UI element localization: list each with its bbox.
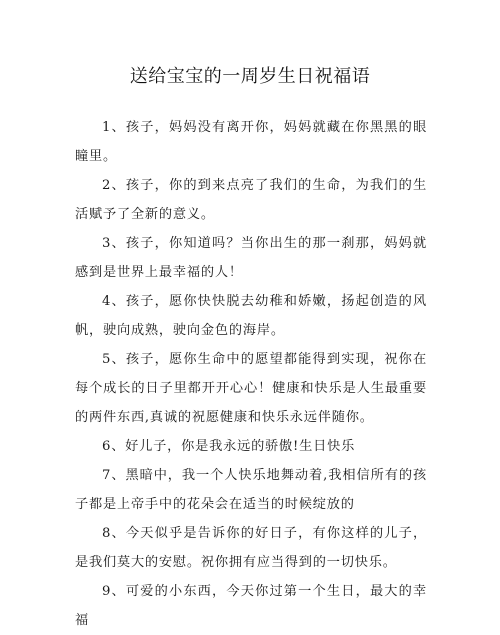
paragraph-9: 9、可爱的小东西，今天你过第一个生日，最大的幸福 (75, 584, 427, 628)
paragraph-6: 6、好儿子，你是我永远的骄傲!生日快乐 (102, 439, 356, 454)
document-title: 送给宝宝的一周岁生日祝福语 (129, 66, 371, 87)
paragraph-4: 4、孩子，愿你快快脱去幼稚和娇嫩，扬起创造的风帆，驶向成熟，驶向金色的海岸。 (75, 294, 427, 338)
paragraph-7: 7、黑暗中，我一个人快乐地舞动着,我相信所有的孩子都是上帝手中的花朵会在适当的时候绽放的 (75, 468, 427, 512)
document-body (75, 113, 427, 635)
paragraph-3: 3、孩子，你知道吗？当你出生的那一刹那，妈妈就感到是世界上最幸福的人！ (75, 236, 427, 280)
paragraph-2: 2、孩子，你的到来点亮了我们的生命，为我们的生活赋予了全新的意义。 (75, 178, 427, 222)
paragraph-8: 8、今天似乎是告诉你的好日子，有你这样的儿子，是我们莫大的安慰。祝你拥有应当得到的一切快乐。 (75, 526, 427, 570)
paragraph-5: 5、孩子，愿你生命中的愿望都能得到实现，祝你在每个成长的日子里都开开心心！健康和快乐是人生最重要的两件东西,真诚的祝愿健康和快乐永远伴随你。 (75, 352, 427, 425)
paragraph-1: 1、孩子，妈妈没有离开你，妈妈就藏在你黑黑的眼瞳里。 (75, 120, 427, 164)
